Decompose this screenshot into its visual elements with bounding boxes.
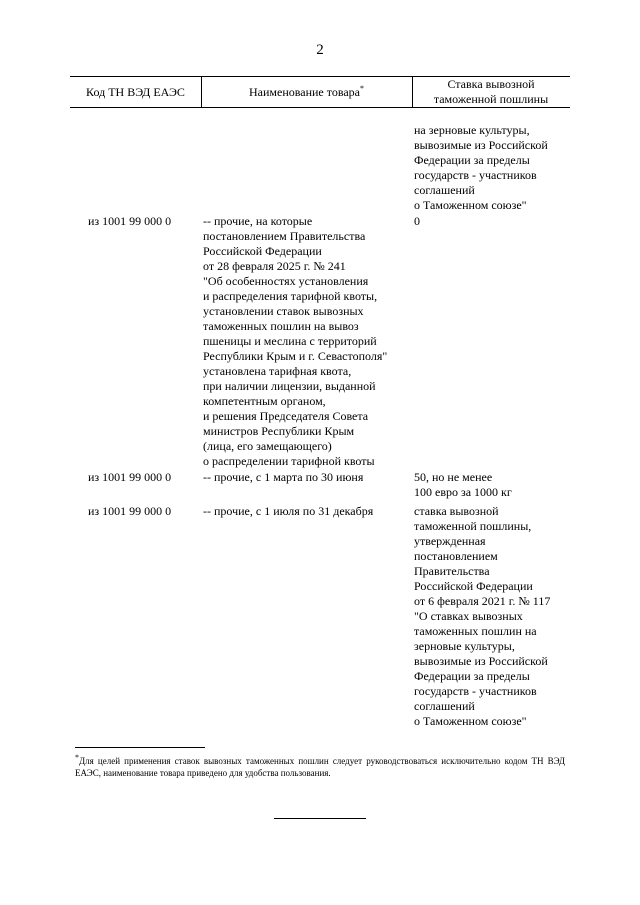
header-name [201, 77, 413, 107]
header-name-label: Наименование товара* [248, 83, 364, 99]
header-rate-label: Ставка вывозной таможенной пошлины [433, 77, 549, 106]
row-1-code: из 1001 99 000 0 [88, 214, 172, 228]
page-number: 2 [316, 42, 324, 58]
row-3-name: -- прочие, с 1 июля по 31 декабря [203, 504, 374, 518]
continued-rate-cell: на зерновые культуры, вывозимые из Российской Федерации за пределы государств - участников соглашений о Таможенном союзе" [414, 123, 548, 212]
table-header [70, 76, 570, 108]
header-code-label: Код ТН ВЭД ЕАЭС [86, 84, 185, 99]
footnote-rule [75, 747, 205, 748]
end-rule [274, 818, 366, 819]
row-2-code: из 1001 99 000 0 [88, 470, 172, 484]
row-2-name: -- прочие, с 1 марта по 30 июня [203, 470, 364, 484]
footnote-text: Для целей применения ставок вывозных таможенных пошлин следует руководствоваться исключительно кодом ТН ВЭД ЕАЭС, наименование товара приведено для удобства пользования. [75, 756, 565, 778]
row-1-name: -- прочие, на которые постановлением Правительства Российской Федерации от 28 февраля 2025 г. № 241 "Об особенностях установления и распределения тарифной квоты, установлении ставок вывозных таможенных пошлин на вывоз пшеницы и меслина с территорий Республики Крым и г. Севастополя" установлена тарифная квота, при наличии лицензии, выданной компетентным органом, и решения Председателя Совета министров Республики Крым (лица, его замещающего) о распределении тарифной квоты [203, 214, 388, 468]
header-code [70, 77, 202, 107]
row-2-rate: 50, но не менее 100 евро за 1000 кг [414, 470, 512, 499]
row-3-rate: ставка вывозной таможенной пошлины, утвержденная постановлением Правительства Российской Федерации от 6 февраля 2021 г. № 117 "О ставках вывозных таможенных пошлин на зерновые культуры, вывозимые из Российской Федерации за пределы государств - участников соглашений о Таможенном союзе" [414, 504, 551, 728]
footnote-marker: * [360, 83, 364, 93]
footnote-mark: * [75, 753, 79, 762]
header-rate [412, 77, 570, 107]
row-3-code: из 1001 99 000 0 [88, 504, 172, 518]
row-1-rate: 0 [414, 214, 420, 228]
footnote [75, 755, 565, 779]
